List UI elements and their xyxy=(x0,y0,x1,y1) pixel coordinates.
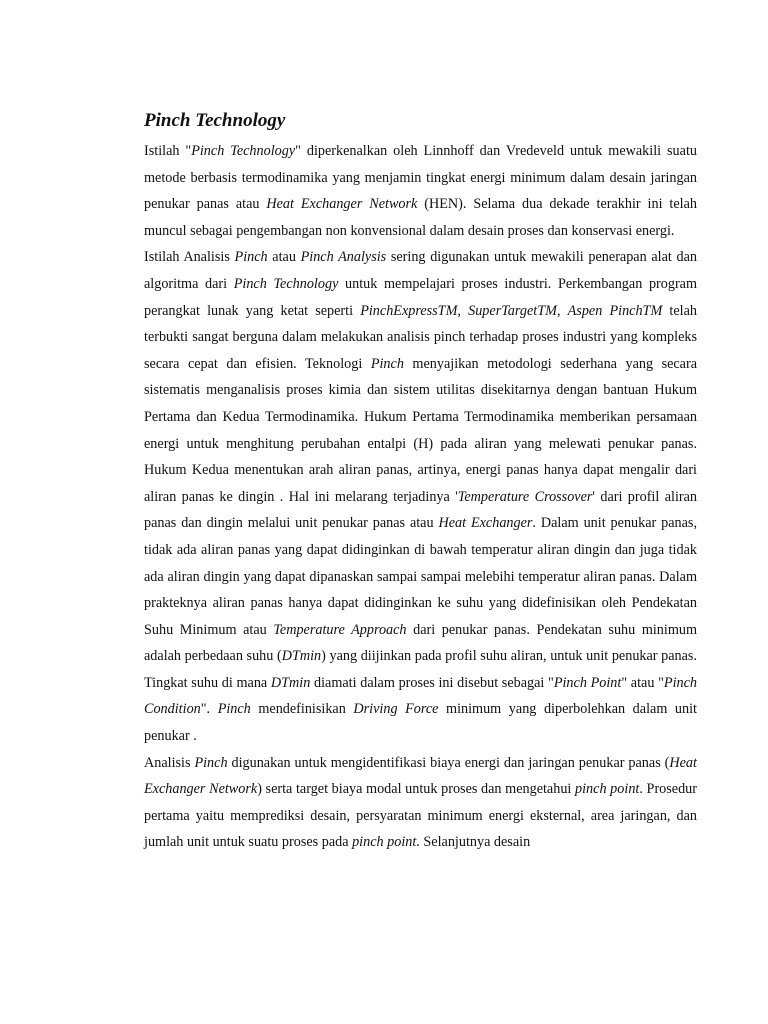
italic-term: Temperature Crossover xyxy=(457,488,593,505)
text-run: ' dari profil aliran panas dan dingin melalui unit penukar panas atau xyxy=(144,488,697,532)
text-run: sering digunakan untuk mewakili penerapan alat dan algoritma dari xyxy=(144,249,697,292)
text-run: , xyxy=(457,302,469,319)
document-title: Pinch Technology xyxy=(144,110,286,131)
italic-term: Heat Exchanger xyxy=(438,515,533,532)
italic-term: Pinch xyxy=(194,754,228,771)
text-run: ) serta target biaya modal untuk proses dan mengetahui xyxy=(257,781,576,798)
italic-term: Pinch xyxy=(370,355,404,372)
italic-term: Pinch Point xyxy=(553,674,622,691)
italic-term: Pinch xyxy=(217,701,251,718)
text-run: Istilah " xyxy=(144,143,192,159)
text-run: (HEN). Selama dua dekade terakhir ini telah muncul sebagai pengembangan non konvensional dalam desain proses dan konservasi energi. xyxy=(144,196,698,239)
text-run: . Prosedur pertama yaitu memprediksi desain, persyaratan minimum energi eksternal, area jaringan, dan jumlah unit untuk suatu proses pada xyxy=(144,781,697,851)
italic-term: pinch point xyxy=(575,781,640,798)
text-run: digunakan untuk mengidentifikasi biaya energi dan jaringan penukar panas ( xyxy=(227,754,670,771)
text-run: diamati dalam proses ini disebut sebagai " xyxy=(310,674,554,691)
text-run: minimum yang diperbolehkan dalam unit penukar . xyxy=(144,701,697,745)
text-run: . Selanjutnya desain xyxy=(416,834,531,851)
paragraph xyxy=(144,244,697,749)
text-run: " diperkenalkan oleh Linnhoff dan Vredeveld untuk mewakili suatu metode berbasis termodinamika yang menjamin tingkat energi minimum dalam desain jaringan penukar panas atau xyxy=(144,143,697,213)
italic-term: Driving Force xyxy=(353,701,439,718)
italic-term: SuperTargetTM xyxy=(468,302,557,319)
text-run: . Dalam unit penukar panas, tidak ada aliran panas yang dapat didinginkan di bawah temperatur aliran dingin dan juga tidak ada aliran dingin yang dapat dipanaskan sampai sampai melebihi temperatur aliran panas. Dalam prakteknya aliran panas hanya dapat didinginkan ke suhu yang didefinisikan oleh Pendekatan Suhu Minimum atau xyxy=(144,515,697,638)
italic-term: Pinch xyxy=(234,249,268,266)
italic-term: Pinch Technology xyxy=(191,143,296,159)
italic-term: DTmin xyxy=(281,648,322,665)
text-run: " atau " xyxy=(621,674,664,691)
text-run: telah terbukti sangat berguna dalam melakukan analisis pinch terhadap proses industri yang kompleks secara cepat dan efisien. Teknologi xyxy=(144,302,698,372)
italic-term: Pinch Technology xyxy=(233,275,339,292)
italic-term: Heat Exchanger Network xyxy=(266,196,418,213)
text-run: atau xyxy=(267,249,301,266)
italic-term: Aspen PinchTM xyxy=(567,302,663,319)
text-run: Istilah Analisis xyxy=(144,249,235,266)
text-run: menyajikan metodologi sederhana yang secara sistematis menganalisis proses kimia dan sistem utilitas disekitarnya dengan bantuan Hukum Pertama dan Kedua Termodinamika. Hukum Pertama Termodinamika memberikan persamaan energi untuk menghitung perubahan entalpi (H) pada aliran yang melewati penukar panas. Hukum Kedua menentukan arah aliran panas, artinya, energi panas hanya dapat mengalir dari aliran panas ke dingin . Hal ini melarang terjadinya ' xyxy=(144,355,698,505)
italic-term: pinch point xyxy=(352,834,417,851)
document-body xyxy=(144,108,697,856)
italic-term: PinchExpressTM xyxy=(360,302,458,319)
italic-term: Temperature Approach xyxy=(273,621,407,638)
paragraph xyxy=(144,750,697,856)
italic-term: Heat Exchanger Network xyxy=(144,754,697,798)
text-run: mendefinisikan xyxy=(250,701,354,718)
text-run: ) yang diijinkan pada profil suhu aliran, untuk unit penukar panas. Tingkat suhu di mana xyxy=(144,648,697,691)
italic-term: Pinch Condition xyxy=(144,674,698,718)
text-run: dari penukar panas. Pendekatan suhu minimum adalah perbedaan suhu ( xyxy=(144,621,697,665)
text-run: ". xyxy=(200,701,218,718)
paragraph-container xyxy=(144,138,697,856)
paragraph xyxy=(144,138,697,244)
text-run: untuk mempelajari proses industri. Perkembangan program perangkat lunak yang ketat seperti xyxy=(144,275,698,319)
italic-term: Pinch Analysis xyxy=(300,249,387,266)
text-run: , xyxy=(556,302,568,319)
italic-term: DTmin xyxy=(270,674,311,691)
text-run: Analisis xyxy=(144,754,195,771)
